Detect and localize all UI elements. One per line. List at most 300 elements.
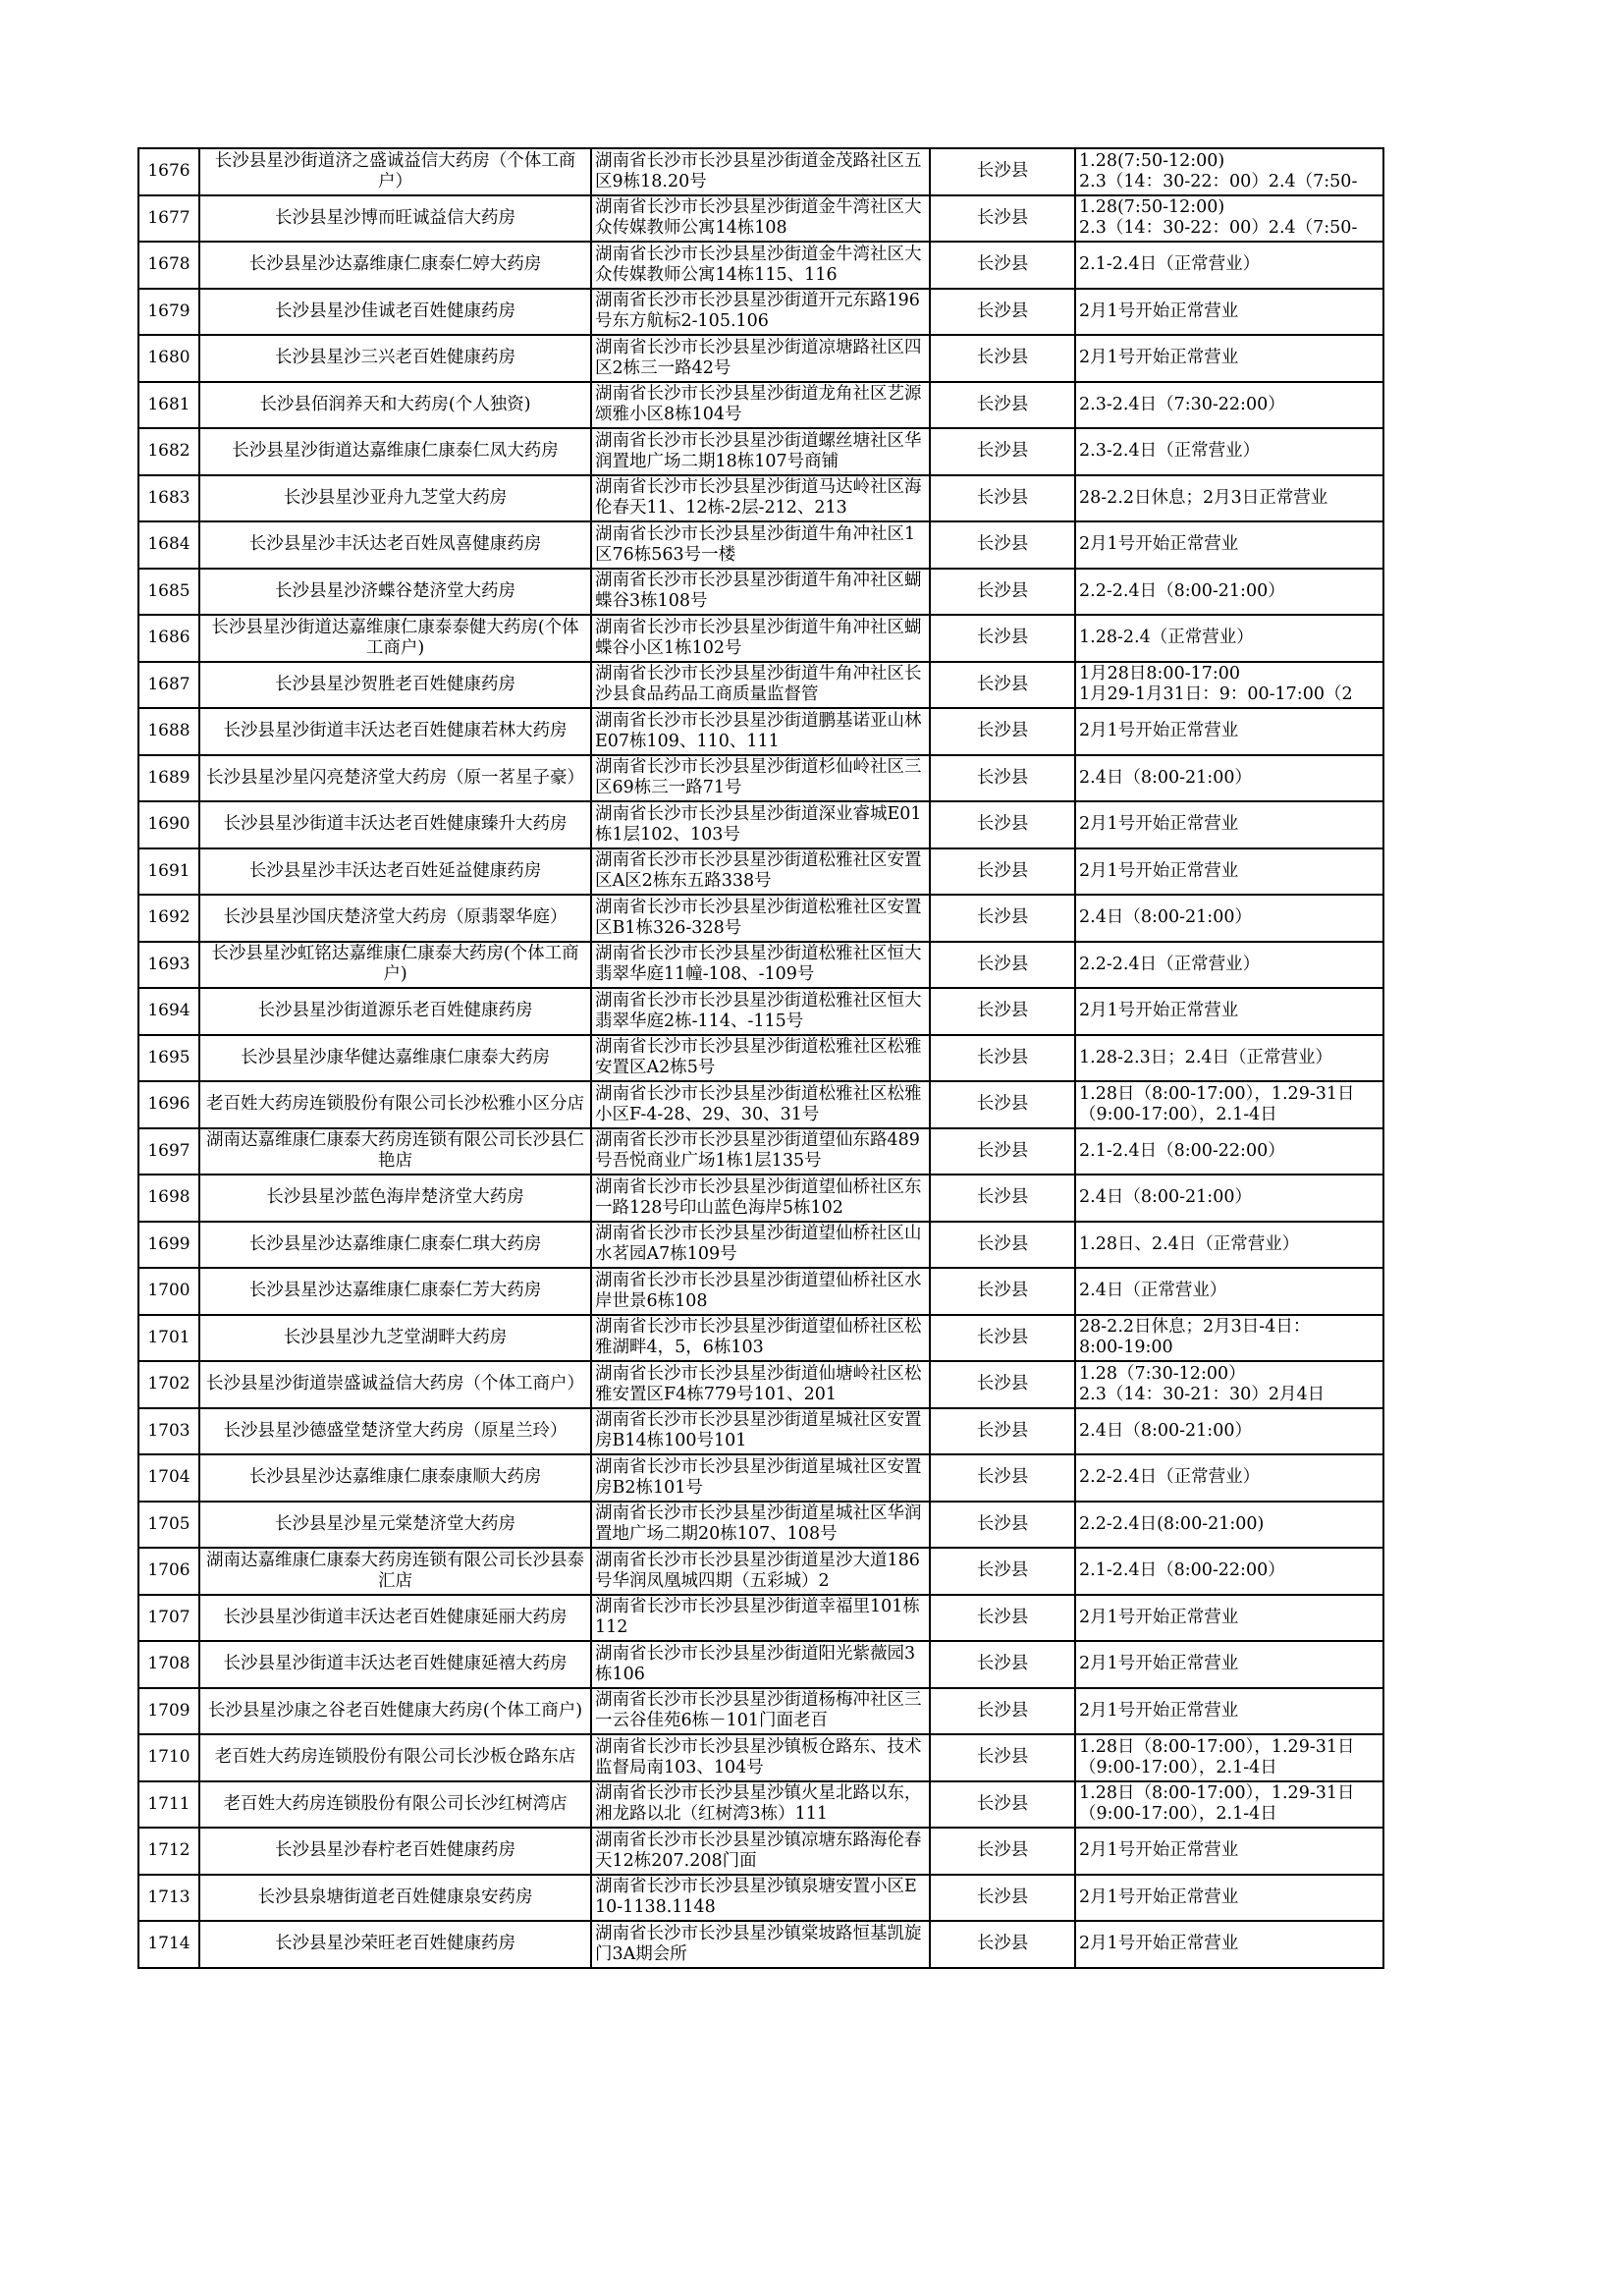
row-number-cell [138, 475, 199, 522]
county-cell-text: 长沙县 [976, 1886, 1029, 1907]
hours-cell [1075, 1875, 1383, 1922]
pharmacy-name-cell [199, 1828, 591, 1875]
county-cell [930, 569, 1075, 616]
county-cell-text: 长沙县 [976, 1654, 1029, 1674]
hours-cell-text: 1.28日、2.4日（正常营业） [1079, 1233, 1300, 1254]
pharmacy-name-cell-text: 长沙县星沙春柠老百姓健康药房 [275, 1840, 515, 1861]
county-cell-text: 长沙县 [976, 1747, 1029, 1768]
pharmacy-name-cell [199, 1875, 591, 1922]
hours-cell-text: 2.2-2.4日（正常营业） [1079, 954, 1261, 974]
row-number-cell [138, 1361, 199, 1408]
table-row [138, 1595, 1383, 1642]
pharmacy-name-cell-text: 长沙县星沙亚舟九芝堂大药房 [283, 487, 508, 508]
table-row [138, 1828, 1383, 1875]
hours-cell [1075, 289, 1383, 336]
pharmacy-name-cell-text: 老百姓大药房连锁股份有限公司长沙板仓路东店 [214, 1747, 576, 1768]
hours-cell-text: 2.4日（8:00-21:00） [1079, 767, 1252, 788]
row-number-cell [138, 1921, 199, 1968]
hours-cell [1075, 755, 1383, 802]
table-row [138, 1688, 1383, 1735]
table-row [138, 1641, 1383, 1688]
county-cell-text: 长沙县 [976, 721, 1029, 741]
county-cell-text: 长沙县 [976, 534, 1029, 555]
address-cell [591, 1502, 930, 1549]
hours-cell [1075, 895, 1383, 942]
hours-cell [1075, 382, 1383, 429]
row-number-cell-text: 1693 [147, 954, 190, 974]
county-cell [930, 289, 1075, 336]
hours-cell [1075, 801, 1383, 848]
pharmacy-name-cell-text: 长沙县星沙德盛堂楚济堂大药房（原星兰玲） [223, 1420, 568, 1441]
address-cell [591, 1781, 930, 1829]
row-number-cell [138, 1454, 199, 1502]
row-number-cell [138, 1548, 199, 1595]
address-cell [591, 1222, 930, 1269]
pharmacy-name-cell-text: 长沙县星沙丰沃达老百姓凤喜健康药房 [248, 534, 542, 555]
county-cell-text: 长沙县 [976, 1934, 1029, 1954]
address-cell-text: 湖南省长沙市长沙县星沙镇凉塘东路海伦春天12栋207.208门面 [595, 1830, 922, 1871]
address-cell-text: 湖南省长沙市长沙县星沙镇火星北路以东，湘龙路以北（红树湾3栋）111 [595, 1783, 922, 1825]
pharmacy-name-cell-text: 长沙县星沙贺胜老百姓健康药房 [275, 674, 515, 694]
pharmacy-name-cell [199, 1222, 591, 1269]
county-cell [930, 615, 1075, 662]
hours-cell [1075, 1595, 1383, 1642]
county-cell-text: 长沙县 [976, 207, 1029, 228]
row-number-cell [138, 521, 199, 569]
pharmacy-name-cell [199, 148, 591, 195]
county-cell [930, 895, 1075, 942]
pharmacy-name-cell [199, 1035, 591, 1082]
table-row [138, 942, 1383, 989]
pharmacy-name-cell [199, 1595, 591, 1642]
row-number-cell [138, 1781, 199, 1829]
address-cell [591, 1268, 930, 1315]
address-cell [591, 335, 930, 382]
pharmacy-name-cell [199, 1081, 591, 1128]
row-number-cell [138, 755, 199, 802]
address-cell-text: 湖南省长沙市长沙县星沙街道望仙东路489号吾悦商业广场1栋1层135号 [595, 1130, 920, 1172]
table-row [138, 1921, 1383, 1968]
row-number-cell-text: 1694 [147, 1001, 190, 1021]
address-cell-text: 湖南省长沙市长沙县星沙街道松雅社区松雅小区F-4-28、29、30、31号 [595, 1083, 922, 1124]
hours-cell-text: 2月1号开始正常营业 [1079, 1700, 1239, 1721]
county-cell-text: 长沙县 [976, 1094, 1029, 1115]
county-cell-text: 长沙县 [976, 767, 1029, 788]
hours-cell [1075, 569, 1383, 616]
county-cell [930, 1361, 1075, 1408]
county-cell [930, 148, 1075, 195]
county-cell [930, 662, 1075, 709]
address-cell-text: 湖南省长沙市长沙县星沙街道牛角冲社区蝴蝶谷小区1栋102号 [595, 617, 922, 658]
county-cell-text: 长沙县 [976, 441, 1029, 462]
row-number-cell [138, 569, 199, 616]
pharmacy-name-cell [199, 521, 591, 569]
address-cell-text: 湖南省长沙市长沙县星沙街道望仙桥社区山水茗园A7栋109号 [595, 1224, 922, 1265]
table-row [138, 615, 1383, 662]
county-cell-text: 长沙县 [976, 628, 1029, 648]
address-cell [591, 1128, 930, 1175]
pharmacy-name-cell [199, 848, 591, 896]
table-row [138, 289, 1383, 336]
address-cell [591, 942, 930, 989]
address-cell-text: 湖南省长沙市长沙县星沙街道望仙桥社区松雅湖畔4，5，6栋103 [595, 1317, 922, 1358]
hours-cell-text: 2月1号开始正常营业 [1079, 1886, 1239, 1907]
pharmacy-name-cell [199, 1128, 591, 1175]
table-row [138, 569, 1383, 616]
pharmacy-name-cell [199, 615, 591, 662]
table-row [138, 1502, 1383, 1549]
address-cell-text: 湖南省长沙市长沙县星沙街道牛角冲社区长沙县食品药品工商质量监督管 [595, 664, 922, 705]
pharmacy-name-cell-text: 长沙县星沙达嘉维康仁康泰仁芳大药房 [248, 1281, 542, 1301]
row-number-cell-text: 1711 [147, 1793, 190, 1814]
hours-cell [1075, 1175, 1383, 1222]
county-cell [930, 1641, 1075, 1688]
hours-cell-text: 1.28（7:30-12:00） 2.3（14：30-21：30）2月4日 [1079, 1363, 1326, 1404]
hours-cell [1075, 1268, 1383, 1315]
address-cell [591, 708, 930, 755]
pharmacy-name-cell [199, 755, 591, 802]
row-number-cell-text: 1700 [147, 1281, 190, 1301]
hours-cell-text: 2月1号开始正常营业 [1079, 1840, 1239, 1861]
hours-cell-text: 2.3-2.4日（正常营业） [1079, 441, 1261, 462]
pharmacy-name-cell [199, 988, 591, 1035]
county-cell [930, 1222, 1075, 1269]
row-number-cell-text: 1682 [147, 441, 190, 462]
hours-cell-text: 2月1号开始正常营业 [1079, 1607, 1239, 1627]
pharmacy-name-cell-text: 长沙县星沙济蝶谷楚济堂大药房 [275, 580, 515, 601]
county-cell-text: 长沙县 [976, 1793, 1029, 1814]
row-number-cell-text: 1683 [147, 487, 190, 508]
county-cell [930, 801, 1075, 848]
address-cell [591, 242, 930, 289]
hours-cell [1075, 988, 1383, 1035]
pharmacy-name-cell [199, 1641, 591, 1688]
address-cell-text: 湖南省长沙市长沙县星沙街道马达岭社区海伦春天11、12栋-2层-212、213 [595, 477, 922, 519]
pharmacy-name-cell [199, 428, 591, 475]
pharmacy-name-cell-text: 长沙县星沙虹铭达嘉维康仁康泰大药房(个体工商户) [211, 944, 579, 985]
county-cell [930, 988, 1075, 1035]
row-number-cell-text: 1681 [147, 394, 190, 414]
address-cell [591, 382, 930, 429]
row-number-cell [138, 988, 199, 1035]
county-cell-text: 长沙县 [976, 301, 1029, 321]
hours-cell [1075, 615, 1383, 662]
address-cell [591, 1454, 930, 1502]
row-number-cell-text: 1713 [147, 1886, 190, 1907]
county-cell-text: 长沙县 [976, 1374, 1029, 1394]
pharmacy-name-cell [199, 1548, 591, 1595]
pharmacy-name-cell [199, 1268, 591, 1315]
county-cell-text: 长沙县 [976, 487, 1029, 508]
county-cell-text: 长沙县 [976, 1233, 1029, 1254]
address-cell-text: 湖南省长沙市长沙县星沙街道杉仙岭社区三区69栋三一路71号 [595, 757, 922, 798]
row-number-cell [138, 1875, 199, 1922]
row-number-cell-text: 1696 [147, 1094, 190, 1115]
address-cell [591, 662, 930, 709]
pharmacy-name-cell-text: 长沙县星沙九芝堂湖畔大药房 [283, 1327, 508, 1347]
county-cell [930, 1921, 1075, 1968]
address-cell-text: 湖南省长沙市长沙县星沙街道鹏基诺亚山林E07栋109、110、111 [595, 710, 922, 751]
county-cell-text: 长沙县 [976, 1560, 1029, 1581]
hours-cell [1075, 1222, 1383, 1269]
address-cell [591, 1688, 930, 1735]
row-number-cell [138, 1688, 199, 1735]
hours-cell [1075, 1548, 1383, 1595]
hours-cell-text: 1.28日（8:00-17:00），1.29-31日（9:00-17:00），2.1-4日 [1079, 1083, 1355, 1124]
hours-cell-text: 2.4日（8:00-21:00） [1079, 1187, 1252, 1208]
row-number-cell [138, 895, 199, 942]
county-cell [930, 195, 1075, 243]
address-cell-text: 湖南省长沙市长沙县星沙街道杨梅冲社区三一云谷佳苑6栋－101门面老百 [595, 1690, 922, 1731]
pharmacy-name-cell-text: 长沙县星沙康华健达嘉维康仁康泰大药房 [241, 1047, 550, 1067]
pharmacy-name-cell [199, 289, 591, 336]
row-number-cell [138, 195, 199, 243]
address-cell-text: 湖南省长沙市长沙县星沙街道星沙大道186号华润凤凰城四期（五彩城）2 [595, 1550, 920, 1591]
row-number-cell [138, 848, 199, 896]
row-number-cell-text: 1692 [147, 907, 190, 928]
county-cell-text: 长沙县 [976, 1047, 1029, 1067]
address-cell-text: 湖南省长沙市长沙县星沙街道星城社区安置房B2栋101号 [595, 1456, 922, 1498]
pharmacy-name-cell-text: 老百姓大药房连锁股份有限公司长沙松雅小区分店 [206, 1094, 584, 1115]
hours-cell-text: 1.28-2.4（正常营业） [1079, 628, 1254, 648]
address-cell-text: 湖南省长沙市长沙县星沙街道牛角冲社区蝴蝶谷3栋108号 [595, 571, 922, 612]
address-cell-text: 湖南省长沙市长沙县星沙街道松雅社区恒大翡翠华庭2栋-114、-115号 [595, 990, 922, 1031]
pharmacy-name-cell [199, 1408, 591, 1455]
table-row [138, 1222, 1383, 1269]
table-row [138, 1035, 1383, 1082]
table-row [138, 1128, 1383, 1175]
row-number-cell-text: 1712 [147, 1840, 190, 1861]
county-cell-text: 长沙县 [976, 580, 1029, 601]
pharmacy-name-cell [199, 242, 591, 289]
county-cell-text: 长沙县 [976, 1467, 1029, 1488]
pharmacy-name-cell [199, 942, 591, 989]
pharmacy-name-cell-text: 长沙县星沙街道丰沃达老百姓健康臻升大药房 [223, 814, 568, 835]
county-cell-text: 长沙县 [976, 1327, 1029, 1347]
table-row [138, 1361, 1383, 1408]
pharmacy-name-cell [199, 801, 591, 848]
hours-cell [1075, 148, 1383, 195]
address-cell [591, 428, 930, 475]
row-number-cell-text: 1688 [147, 721, 190, 741]
row-number-cell-text: 1710 [147, 1747, 190, 1768]
hours-cell [1075, 1688, 1383, 1735]
hours-cell [1075, 195, 1383, 243]
table-body [138, 148, 1383, 1968]
hours-cell-text: 1.28日（8:00-17:00），1.29-31日（9:00-17:00），2.1-4日 [1079, 1736, 1355, 1777]
row-number-cell [138, 289, 199, 336]
address-cell-text: 湖南省长沙市长沙县星沙街道望仙桥社区水岸世景6栋108 [595, 1270, 922, 1311]
pharmacy-name-cell-text: 湖南达嘉维康仁康泰大药房连锁有限公司长沙县仁艳店 [206, 1130, 584, 1172]
row-number-cell [138, 1081, 199, 1128]
hours-cell-text: 2.4日（8:00-21:00） [1079, 1420, 1252, 1441]
address-cell [591, 195, 930, 243]
pharmacy-name-cell-text: 长沙县星沙街道达嘉维康仁康泰仁凤大药房 [232, 441, 559, 462]
table-row [138, 382, 1383, 429]
hours-cell [1075, 1128, 1383, 1175]
pharmacy-name-cell [199, 895, 591, 942]
county-cell-text: 长沙县 [976, 1840, 1029, 1861]
pharmacy-name-cell [199, 1921, 591, 1968]
table-row [138, 662, 1383, 709]
table-row [138, 1175, 1383, 1222]
row-number-cell [138, 1035, 199, 1082]
address-cell [591, 569, 930, 616]
address-cell [591, 1548, 930, 1595]
address-cell [591, 1921, 930, 1968]
pharmacy-name-cell [199, 1175, 591, 1222]
county-cell [930, 1875, 1075, 1922]
address-cell-text: 湖南省长沙市长沙县星沙镇棠坡路恒基凯旋门3A期会所 [595, 1923, 922, 1964]
pharmacy-name-cell [199, 475, 591, 522]
county-cell [930, 942, 1075, 989]
table-row [138, 1315, 1383, 1362]
pharmacy-name-cell-text: 长沙县星沙三兴老百姓健康药房 [275, 348, 515, 368]
county-cell-text: 长沙县 [976, 254, 1029, 275]
row-number-cell [138, 335, 199, 382]
county-cell-text: 长沙县 [976, 860, 1029, 881]
row-number-cell-text: 1677 [147, 207, 190, 228]
pharmacy-name-cell-text: 长沙县星沙佳诚老百姓健康药房 [275, 301, 515, 321]
hours-cell-text: 2月1号开始正常营业 [1079, 1934, 1239, 1954]
county-cell [930, 1268, 1075, 1315]
address-cell-text: 湖南省长沙市长沙县星沙街道松雅社区松雅安置区A2栋5号 [595, 1037, 922, 1078]
county-cell [930, 242, 1075, 289]
address-cell-text: 湖南省长沙市长沙县星沙街道幸福里101栋112 [595, 1597, 920, 1638]
pharmacy-name-cell-text: 长沙县星沙街道崇盛诚益信大药房（个体工商户） [206, 1374, 584, 1394]
pharmacy-name-cell-text: 长沙县星沙街道济之盛诚益信大药房（个体工商户） [214, 150, 576, 191]
table-row [138, 1454, 1383, 1502]
pharmacy-name-cell-text: 长沙县星沙达嘉维康仁康泰仁琪大药房 [248, 1233, 542, 1254]
row-number-cell-text: 1690 [147, 814, 190, 835]
row-number-cell [138, 148, 199, 195]
address-cell-text: 湖南省长沙市长沙县星沙街道星城社区安置房B14栋100号101 [595, 1410, 922, 1451]
row-number-cell-text: 1689 [147, 767, 190, 788]
county-cell [930, 1548, 1075, 1595]
pharmacy-name-cell-text: 长沙县佰润养天和大药房(个人独资) [259, 394, 531, 414]
address-cell [591, 1081, 930, 1128]
row-number-cell [138, 662, 199, 709]
row-number-cell-text: 1687 [147, 674, 190, 694]
hours-cell-text: 1.28-2.3日；2.4日（正常营业） [1079, 1047, 1333, 1067]
hours-cell [1075, 942, 1383, 989]
row-number-cell [138, 1408, 199, 1455]
hours-cell [1075, 1641, 1383, 1688]
row-number-cell-text: 1709 [147, 1700, 190, 1721]
hours-cell-text: 2.1-2.4日（正常营业） [1079, 254, 1261, 275]
table-row [138, 428, 1383, 475]
row-number-cell [138, 382, 199, 429]
address-cell [591, 148, 930, 195]
row-number-cell-text: 1702 [147, 1374, 190, 1394]
county-cell-text: 长沙县 [976, 1700, 1029, 1721]
hours-cell-text: 2.2-2.4日（8:00-21:00） [1079, 580, 1285, 601]
pharmacy-name-cell [199, 662, 591, 709]
table-row [138, 1781, 1383, 1829]
hours-cell-text: 2.3-2.4日（7:30-22:00） [1079, 394, 1285, 414]
address-cell [591, 895, 930, 942]
address-cell [591, 1828, 930, 1875]
row-number-cell [138, 242, 199, 289]
hours-cell [1075, 335, 1383, 382]
row-number-cell-text: 1707 [147, 1607, 190, 1627]
hours-cell-text: 2月1号开始正常营业 [1079, 860, 1239, 881]
county-cell [930, 335, 1075, 382]
county-cell [930, 475, 1075, 522]
row-number-cell-text: 1706 [147, 1560, 190, 1581]
county-cell [930, 848, 1075, 896]
row-number-cell [138, 1222, 199, 1269]
address-cell [591, 1175, 930, 1222]
county-cell-text: 长沙县 [976, 348, 1029, 368]
row-number-cell-text: 1691 [147, 860, 190, 881]
pharmacy-name-cell-text: 长沙县星沙国庆楚济堂大药房（原翡翠华庭） [223, 907, 568, 928]
hours-cell-text: 2月1号开始正常营业 [1079, 721, 1239, 741]
pharmacy-name-cell [199, 195, 591, 243]
county-cell-text: 长沙县 [976, 674, 1029, 694]
county-cell [930, 1175, 1075, 1222]
hours-cell [1075, 1734, 1383, 1781]
county-cell [930, 1035, 1075, 1082]
county-cell [930, 1128, 1075, 1175]
hours-cell [1075, 1361, 1383, 1408]
address-cell-text: 湖南省长沙市长沙县星沙街道松雅社区安置区A区2栋东五路338号 [595, 850, 922, 892]
address-cell [591, 1315, 930, 1362]
table-row [138, 848, 1383, 896]
pharmacy-name-cell-text: 长沙县星沙街道源乐老百姓健康药房 [257, 1001, 533, 1021]
pharmacy-name-cell [199, 1734, 591, 1781]
hours-cell-text: 1.28日（8:00-17:00），1.29-31日（9:00-17:00），2.1-4日 [1079, 1783, 1355, 1825]
pharmacy-name-cell-text: 长沙县星沙星闪亮楚济堂大药房（原一茗星子豪） [206, 767, 584, 788]
address-cell-text: 湖南省长沙市长沙县星沙镇泉塘安置小区E10-1138.1148 [595, 1877, 917, 1918]
address-cell-text: 湖南省长沙市长沙县星沙街道金牛湾社区大众传媒教师公寓14栋115、116 [595, 244, 922, 285]
pharmacy-name-cell [199, 1502, 591, 1549]
county-cell [930, 428, 1075, 475]
address-cell-text: 湖南省长沙市长沙县星沙街道仙塘岭社区松雅安置区F4栋779号101、201 [595, 1363, 922, 1404]
hours-cell [1075, 1315, 1383, 1362]
table-row [138, 708, 1383, 755]
county-cell-text: 长沙县 [976, 907, 1029, 928]
hours-cell-text: 1.28(7:50-12:00) 2.3（14：30-22：00）2.4（7:50- [1079, 150, 1358, 191]
hours-cell-text: 1.28(7:50-12:00) 2.3（14：30-22：00）2.4（7:50- [1079, 197, 1358, 239]
pharmacy-name-cell [199, 1781, 591, 1829]
address-cell-text: 湖南省长沙市长沙县星沙街道松雅社区恒大翡翠华庭11幢-108、-109号 [595, 944, 922, 985]
pharmacy-name-cell-text: 长沙县星沙达嘉维康仁康泰康顺大药房 [248, 1467, 542, 1488]
row-number-cell-text: 1685 [147, 580, 190, 601]
table-row [138, 988, 1383, 1035]
address-cell [591, 1875, 930, 1922]
address-cell-text: 湖南省长沙市长沙县星沙街道阳光紫薇园3栋106 [595, 1643, 916, 1684]
address-cell [591, 801, 930, 848]
county-cell-text: 长沙县 [976, 1420, 1029, 1441]
county-cell [930, 1828, 1075, 1875]
county-cell [930, 1502, 1075, 1549]
pharmacy-name-cell [199, 569, 591, 616]
table-row [138, 335, 1383, 382]
table-row [138, 475, 1383, 522]
hours-cell [1075, 708, 1383, 755]
row-number-cell-text: 1684 [147, 534, 190, 555]
hours-cell [1075, 662, 1383, 709]
table-row [138, 801, 1383, 848]
hours-cell-text: 2.1-2.4日（8:00-22:00） [1079, 1140, 1285, 1161]
hours-cell [1075, 1502, 1383, 1549]
address-cell-text: 湖南省长沙市长沙县星沙街道金牛湾社区大众传媒教师公寓14栋108 [595, 197, 922, 239]
address-cell [591, 848, 930, 896]
county-cell [930, 1081, 1075, 1128]
table-row [138, 195, 1383, 243]
row-number-cell [138, 615, 199, 662]
